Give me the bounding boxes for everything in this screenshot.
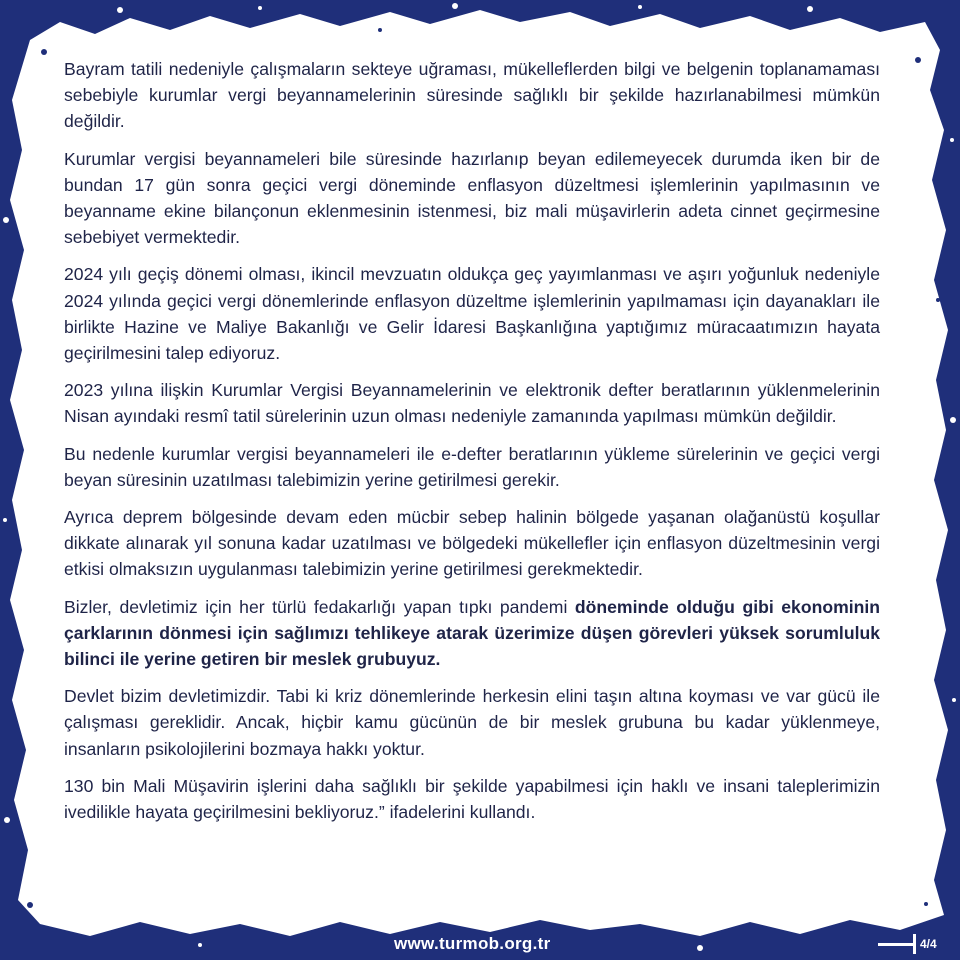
paragraph-3: 2024 yılı geçiş dönemi olması, ikincil mevzuatın oldukça geç yayımlanması ve aşırı yoğunluk nedeniyle 2024 yılında geçici vergi dönemlerinde enflasyon düzeltme işlemlerinin yapılmaması için dayanakları ile birlikte Hazine ve Maliye Bakanlığı ve Gelir İdaresi Başkanlığına yaptığımız müracaatımızın hayata geçirilmesini talep ediyoruz. (64, 264, 880, 364)
paragraph-5: Bu nedenle kurumlar vergisi beyannameleri ile e-defter beratlarının yükleme sürelerinin ve geçici vergi beyan süresinin uzatılması talebimizin yerine getirilmesi gerekir. (64, 443, 880, 490)
footer-website-link[interactable]: www.turmob.org.tr (394, 934, 551, 953)
page-number: 4/4 (920, 937, 937, 951)
page-indicator-bar (913, 934, 916, 954)
page-indicator-line (878, 943, 914, 946)
article-body (64, 56, 880, 836)
paragraph-7-lead: Bizler, devletimiz için her türlü fedakarlığı yapan tıpkı pandemi (64, 596, 575, 617)
paragraph-6: Ayrıca deprem bölgesinde devam eden mücbir sebep halinin bölgede yaşanan olağanüstü koşullar dikkate alınarak yıl sonuna kadar uzatılması ve bölgedeki mükellefler için enflasyon düzeltmesinin vergi etkisi olmaksızın uygulanması talebimizin yerine getirilmesi gerekmektedir. (64, 507, 880, 580)
paragraph-2: Kurumlar vergisi beyannameleri bile süresinde hazırlanıp beyan edilemeyecek durumda iken bir de bundan 17 gün sonra geçici vergi döneminde enflasyon düzeltmesi işlemlerinin yapılmasının ve beyanname ekine bilançonun eklenmesinin istenmesi, biz mali müşavirlerin adeta cinnet geçirmesine sebebiyet vermektedir. (64, 148, 880, 248)
paragraph-9: 130 bin Mali Müşavirin işlerini daha sağlıklı bir şekilde yapabilmesi için haklı ve insani taleplerimizin ivedilikle hayata geçirilmesini bekliyoruz.” ifadelerini kullandı. (64, 775, 880, 823)
paragraph-7 (64, 594, 880, 673)
paragraph-8: Devlet bizim devletimizdir. Tabi ki kriz dönemlerinde herkesin elini taşın altına koyması ve var gücü ile çalışması gereklidir. Ancak, hiçbir kamu gücünün de bir meslek grubuna bu kadar yüklenmeye, insanların psikolojilerini bozmaya hakkı yoktur. (64, 686, 880, 759)
paragraph-1: Bayram tatili nedeniyle çalışmaların sekteye uğraması, mükelleflerden bilgi ve belgenin toplanamaması sebebiyle kurumlar vergi beyannamelerinin süresinde sağlıklı bir şekilde hazırlanabilmesi mümkün değildir. (64, 59, 880, 132)
paragraph-7-bold: döneminde olduğu gibi ekonominin çarklarının dönmesi için sağlımızı tehlikeye atarak üzerimize düşen görevleri yüksek sorumluluk bilinci ile yerine getiren bir meslek grubuyuz. (64, 596, 880, 670)
paragraph-4: 2023 yılına ilişkin Kurumlar Vergisi Beyannamelerinin ve elektronik defter beratlarının yüklenmelerinin Nisan ayındaki resmî tatil sürelerinin uzun olması nedeniyle zamanında yapılması mümkün değildir. (64, 380, 880, 427)
